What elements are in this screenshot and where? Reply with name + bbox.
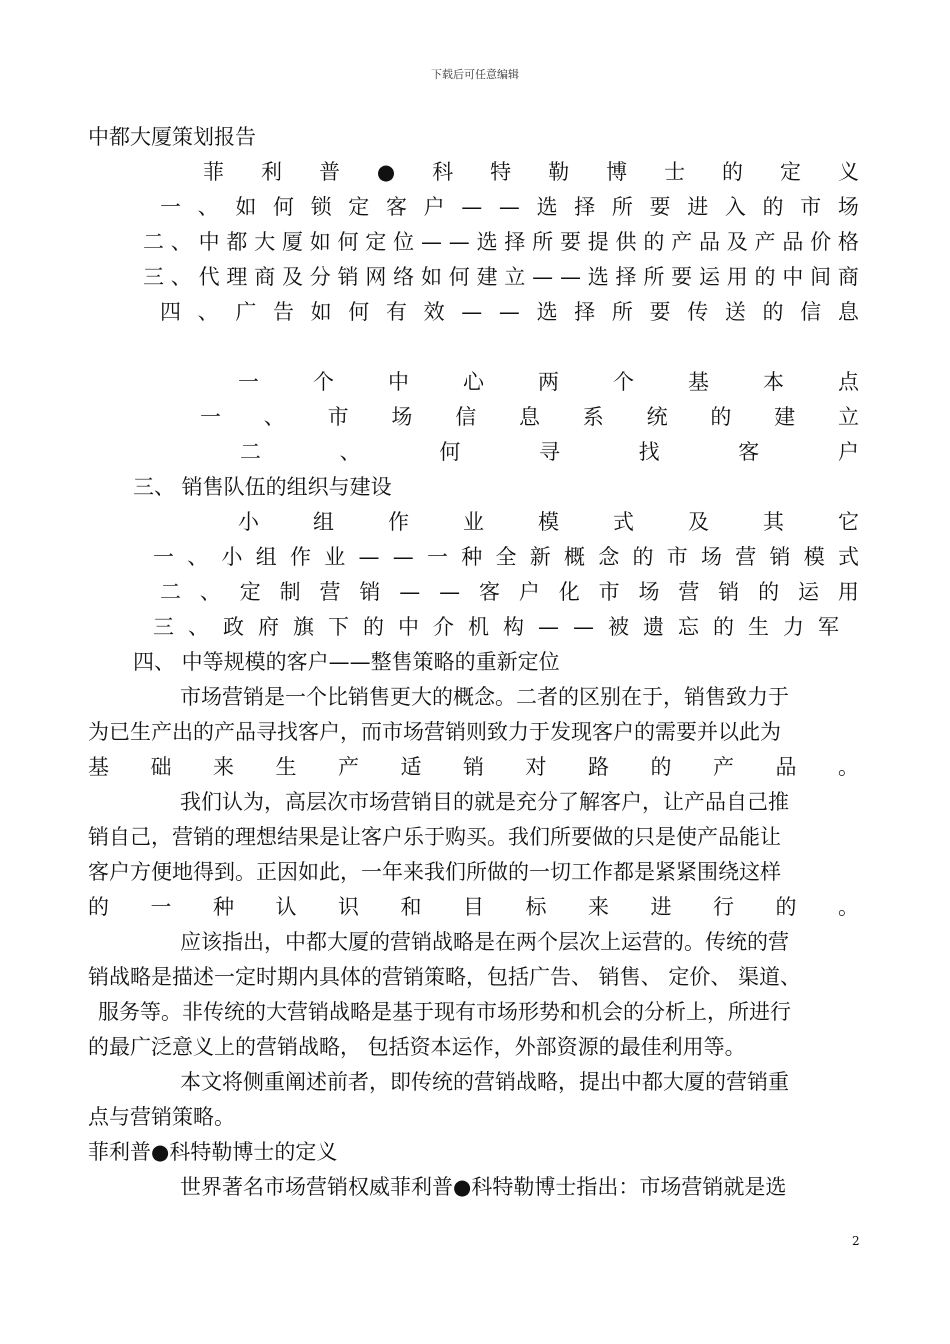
glyph: 生 (275, 755, 297, 779)
glyph: 选 (476, 230, 498, 254)
glyph: 业 (324, 545, 346, 569)
glyph: 立 (504, 265, 526, 289)
glyph: 的 (363, 615, 384, 639)
glyph: 科 (432, 160, 454, 184)
glyph: 寻 (538, 440, 560, 464)
glyph: 商 (254, 265, 276, 289)
glyph: 的 (650, 755, 672, 779)
glyph: 销 (463, 755, 484, 779)
glyph: 传 (687, 300, 709, 324)
glyph: 的 (710, 405, 732, 429)
glyph: 入 (724, 195, 746, 219)
glyph: 销 (718, 580, 740, 604)
glyph: 力 (783, 615, 804, 639)
glyph: 选 (536, 300, 558, 324)
glyph: 标 (525, 895, 547, 919)
glyph: 品 (698, 230, 720, 254)
glyph: 品 (775, 755, 797, 779)
glyph: 个 (313, 370, 334, 394)
glyph: 被 (608, 615, 629, 639)
glyph: 、 (188, 615, 209, 639)
toc3-item-4: 四、 中等规模的客户——整售策略的重新定位 (133, 650, 560, 674)
glyph: 客 (738, 440, 760, 464)
glyph: 产 (338, 755, 359, 779)
glyph: 所 (611, 195, 633, 219)
glyph: 中 (782, 265, 804, 289)
toc-heading-groupwork (238, 509, 859, 535)
glyph: 告 (272, 300, 294, 324)
glyph: 间 (810, 265, 832, 289)
glyph: 客 (479, 580, 500, 604)
glyph: 中 (198, 230, 220, 254)
glyph: 场 (701, 545, 722, 569)
glyph: — (538, 615, 559, 639)
glyph: 及 (726, 230, 748, 254)
paragraph-line: 销自己，营销的理想结果是让客户乐于购买。我们所要做的只是使产品能让 (88, 825, 781, 849)
glyph: 市 (327, 405, 349, 429)
glyph: 小 (221, 545, 243, 569)
toc-item-2 (143, 229, 859, 255)
glyph: 全 (495, 545, 517, 569)
glyph: 的 (775, 895, 797, 919)
glyph: 何 (448, 265, 470, 289)
glyph: 场 (638, 580, 660, 604)
glyph: 模 (803, 545, 825, 569)
glyph: 户 (518, 580, 540, 604)
page-number: 2 (852, 1234, 860, 1248)
glyph: — (448, 230, 470, 254)
glyph: 两 (538, 370, 559, 394)
glyph: 产 (754, 230, 776, 254)
glyph: 信 (455, 405, 477, 429)
glyph: 的 (762, 195, 784, 219)
glyph: 的 (758, 580, 780, 604)
glyph: 中 (388, 370, 409, 394)
toc-item-1 (160, 194, 859, 220)
toc-heading-definition (203, 159, 859, 185)
glyph: 户 (837, 440, 859, 464)
toc2-item-3: 三、 销售队伍的组织与建设 (133, 475, 392, 499)
glyph: 一 (160, 195, 181, 219)
glyph: 场 (391, 405, 413, 429)
glyph: 如 (420, 265, 442, 289)
glyph: 士 (664, 160, 686, 184)
glyph: 所 (532, 230, 554, 254)
glyph: 产 (671, 230, 693, 254)
glyph: 一 (200, 405, 221, 429)
glyph: 选 (536, 195, 558, 219)
glyph: 送 (724, 300, 746, 324)
glyph: 本 (763, 370, 784, 394)
glyph: 立 (837, 405, 859, 429)
glyph: 场 (837, 195, 859, 219)
glyph: 定 (239, 580, 261, 604)
glyph: 小 (238, 510, 259, 534)
paragraph-line (88, 754, 859, 780)
glyph: — (498, 300, 520, 324)
glyph: — (532, 265, 554, 289)
glyph: 作 (388, 510, 409, 534)
glyph: 基 (688, 370, 709, 394)
paragraph-line: 点与营销策略。 (88, 1105, 235, 1129)
glyph: 及 (688, 510, 709, 534)
section-heading: 菲利普●科特勒博士的定义 (88, 1140, 338, 1164)
toc-item-4 (160, 299, 859, 325)
glyph: 何 (337, 230, 359, 254)
glyph: 、 (197, 195, 219, 219)
glyph: 如 (310, 300, 332, 324)
glyph: 认 (275, 895, 297, 919)
glyph: 的 (754, 265, 776, 289)
glyph: 一 (238, 370, 259, 394)
glyph: 式 (613, 510, 634, 534)
paragraph-line (88, 894, 859, 920)
glyph: 二 (240, 440, 261, 464)
glyph: 要 (649, 300, 671, 324)
glyph: 一 (150, 895, 172, 919)
glyph: 位 (393, 230, 415, 254)
glyph: 市 (666, 545, 688, 569)
glyph: 要 (671, 265, 693, 289)
glyph: 制 (279, 580, 301, 604)
glyph: 所 (611, 300, 633, 324)
glyph: 路 (588, 755, 609, 779)
glyph: 销 (359, 580, 381, 604)
glyph: 、 (170, 230, 192, 254)
glyph: 构 (503, 615, 524, 639)
glyph: 生 (748, 615, 769, 639)
glyph: — (461, 300, 483, 324)
glyph: 定 (365, 230, 387, 254)
glyph: 作 (290, 545, 311, 569)
glyph: 三 (143, 265, 164, 289)
glyph: 二 (143, 230, 164, 254)
glyph: 它 (838, 510, 859, 534)
glyph: 点 (838, 370, 859, 394)
glyph: 种 (213, 895, 234, 919)
glyph: 供 (615, 230, 637, 254)
glyph: 代 (198, 265, 220, 289)
glyph: 政 (223, 615, 244, 639)
glyph: 识 (338, 895, 359, 919)
glyph: 普 (318, 160, 340, 184)
toc2-item-1 (200, 404, 859, 430)
glyph: 义 (837, 160, 859, 184)
paragraph-line: 销战略是描述一定时期内具体的营销策略，包括广告、 销售、 定价、 渠道、 (88, 965, 802, 989)
glyph: 新 (529, 545, 551, 569)
glyph: — (439, 580, 461, 604)
glyph: 统 (646, 405, 668, 429)
glyph: 、 (197, 300, 219, 324)
glyph: 遗 (643, 615, 664, 639)
glyph: 目 (463, 895, 484, 919)
glyph: 格 (837, 230, 859, 254)
glyph: 如 (235, 195, 257, 219)
glyph: 所 (643, 265, 665, 289)
toc3-item-1 (153, 544, 859, 570)
glyph: 博 (606, 160, 628, 184)
paragraph-line: 为已生产出的产品寻找客户，而市场营销则致力于发现客户的需要并以此为 (88, 720, 781, 744)
glyph: 建 (476, 265, 498, 289)
glyph: — (358, 545, 380, 569)
glyph: 的 (722, 160, 744, 184)
glyph: 府 (258, 615, 279, 639)
glyph: 二 (160, 580, 181, 604)
glyph: 、 (187, 545, 209, 569)
glyph: 特 (490, 160, 512, 184)
glyph: 营 (678, 580, 700, 604)
paragraph-line: 本文将侧重阐述前者，即传统的营销战略，提出中都大厦的营销重 (180, 1070, 789, 1094)
glyph: 用 (726, 265, 748, 289)
glyph: 分 (309, 265, 331, 289)
toc-heading-center (238, 369, 859, 395)
toc3-item-2 (160, 579, 859, 605)
glyph: 行 (713, 895, 734, 919)
glyph: 概 (564, 545, 585, 569)
glyph: 要 (559, 230, 581, 254)
glyph: 系 (582, 405, 604, 429)
glyph: 建 (774, 405, 796, 429)
glyph: 营 (319, 580, 341, 604)
glyph: — (461, 195, 483, 219)
glyph: 息 (837, 300, 859, 324)
glyph: 定 (780, 160, 802, 184)
glyph: 何 (348, 300, 370, 324)
glyph: 价 (810, 230, 832, 254)
glyph: 心 (463, 370, 484, 394)
glyph: 大 (254, 230, 276, 254)
glyph: 效 (423, 300, 445, 324)
glyph: — (559, 265, 581, 289)
glyph: 商 (837, 265, 859, 289)
glyph: — (392, 545, 414, 569)
glyph: 市 (598, 580, 620, 604)
glyph: 机 (468, 615, 489, 639)
glyph: 选 (587, 265, 609, 289)
glyph: 其 (763, 510, 784, 534)
paragraph-line: 我们认为，高层次市场营销目的就是充分了解客户，让产品自己推 (180, 790, 789, 814)
glyph: 都 (226, 230, 248, 254)
glyph: 信 (800, 300, 822, 324)
glyph: 、 (263, 405, 285, 429)
glyph: 产 (713, 755, 734, 779)
paragraph-line: 世界著名市场营销权威菲利普●科特勒博士指出：市场营销就是选 (180, 1175, 787, 1199)
glyph: 客 (385, 195, 407, 219)
glyph: 下 (328, 615, 349, 639)
glyph: 营 (735, 545, 757, 569)
glyph: 理 (226, 265, 248, 289)
glyph: 菲 (203, 160, 224, 184)
glyph: 何 (272, 195, 294, 219)
glyph: 式 (838, 545, 859, 569)
glyph: — (420, 230, 442, 254)
document-title: 中都大厦策划报告 (88, 125, 256, 149)
glyph: 要 (649, 195, 671, 219)
glyph: 进 (650, 895, 672, 919)
glyph: 户 (423, 195, 445, 219)
glyph: 、 (170, 265, 192, 289)
glyph: 络 (393, 265, 415, 289)
glyph: 用 (837, 580, 859, 604)
glyph: 有 (385, 300, 407, 324)
glyph: 来 (213, 755, 234, 779)
glyph: 找 (638, 440, 660, 464)
glyph: 择 (574, 195, 596, 219)
toc-item-3 (143, 264, 859, 290)
glyph: 锁 (310, 195, 332, 219)
toc3-item-3 (153, 614, 839, 640)
glyph: 、 (339, 440, 361, 464)
glyph: 的 (762, 300, 784, 324)
glyph: 销 (769, 545, 791, 569)
glyph: 、 (199, 580, 221, 604)
glyph: 组 (313, 510, 334, 534)
glyph: 适 (400, 755, 422, 779)
glyph: 础 (150, 755, 172, 779)
glyph: 种 (461, 545, 483, 569)
toc2-item-2 (240, 439, 859, 465)
glyph: 及 (281, 265, 303, 289)
glyph: 中 (398, 615, 419, 639)
glyph: 的 (713, 615, 734, 639)
glyph: 利 (260, 160, 282, 184)
glyph: 销 (337, 265, 359, 289)
glyph: ● (376, 160, 396, 184)
glyph: 市 (800, 195, 822, 219)
glyph: 和 (400, 895, 422, 919)
glyph: — (573, 615, 594, 639)
paragraph-line: 的最广泛意义上的营销战略， 包括资本运作，外部资源的最佳利用等。 (88, 1035, 746, 1059)
glyph: 息 (518, 405, 540, 429)
glyph: 运 (698, 265, 720, 289)
glyph: 模 (538, 510, 559, 534)
glyph: 忘 (678, 615, 699, 639)
glyph: 旗 (293, 615, 314, 639)
page-header: 下载后可任意编辑 (431, 68, 519, 81)
glyph: 定 (348, 195, 370, 219)
glyph: 品 (782, 230, 804, 254)
glyph: — (498, 195, 520, 219)
paragraph-line: 应该指出，中都大厦的营销战略是在两个层次上运营的。传统的营 (180, 930, 789, 954)
paragraph-line: 服务等。非传统的大营销战略是基于现有市场形势和机会的分析上，所进行 (98, 1000, 791, 1024)
glyph: 勒 (548, 160, 570, 184)
glyph: 的 (632, 545, 654, 569)
glyph: 提 (587, 230, 609, 254)
glyph: 运 (798, 580, 819, 604)
glyph: — (399, 580, 421, 604)
glyph: 一 (427, 545, 448, 569)
glyph: 进 (687, 195, 709, 219)
glyph: 厦 (281, 230, 303, 254)
glyph: 网 (365, 265, 387, 289)
glyph: 择 (574, 300, 596, 324)
glyph: 一 (153, 545, 174, 569)
glyph: 择 (504, 230, 526, 254)
glyph: 择 (615, 265, 637, 289)
glyph: 念 (598, 545, 620, 569)
glyph: 的 (88, 895, 109, 919)
glyph: 组 (255, 545, 277, 569)
glyph: 。 (838, 755, 859, 779)
glyph: 如 (309, 230, 331, 254)
glyph: 对 (525, 755, 547, 779)
glyph: 。 (838, 895, 859, 919)
glyph: 化 (558, 580, 580, 604)
glyph: 基 (88, 755, 109, 779)
glyph: 军 (818, 615, 839, 639)
glyph: 来 (588, 895, 609, 919)
glyph: 的 (643, 230, 665, 254)
glyph: 业 (463, 510, 484, 534)
glyph: 介 (433, 615, 454, 639)
paragraph-line: 客户方便地得到。正因如此，一年来我们所做的一切工作都是紧紧围绕这样 (88, 860, 781, 884)
glyph: 四 (160, 300, 181, 324)
glyph: 广 (235, 300, 257, 324)
glyph: 何 (439, 440, 461, 464)
glyph: 三 (153, 615, 174, 639)
paragraph-line: 市场营销是一个比销售更大的概念。二者的区别在于，销售致力于 (180, 685, 789, 709)
glyph: 个 (613, 370, 634, 394)
